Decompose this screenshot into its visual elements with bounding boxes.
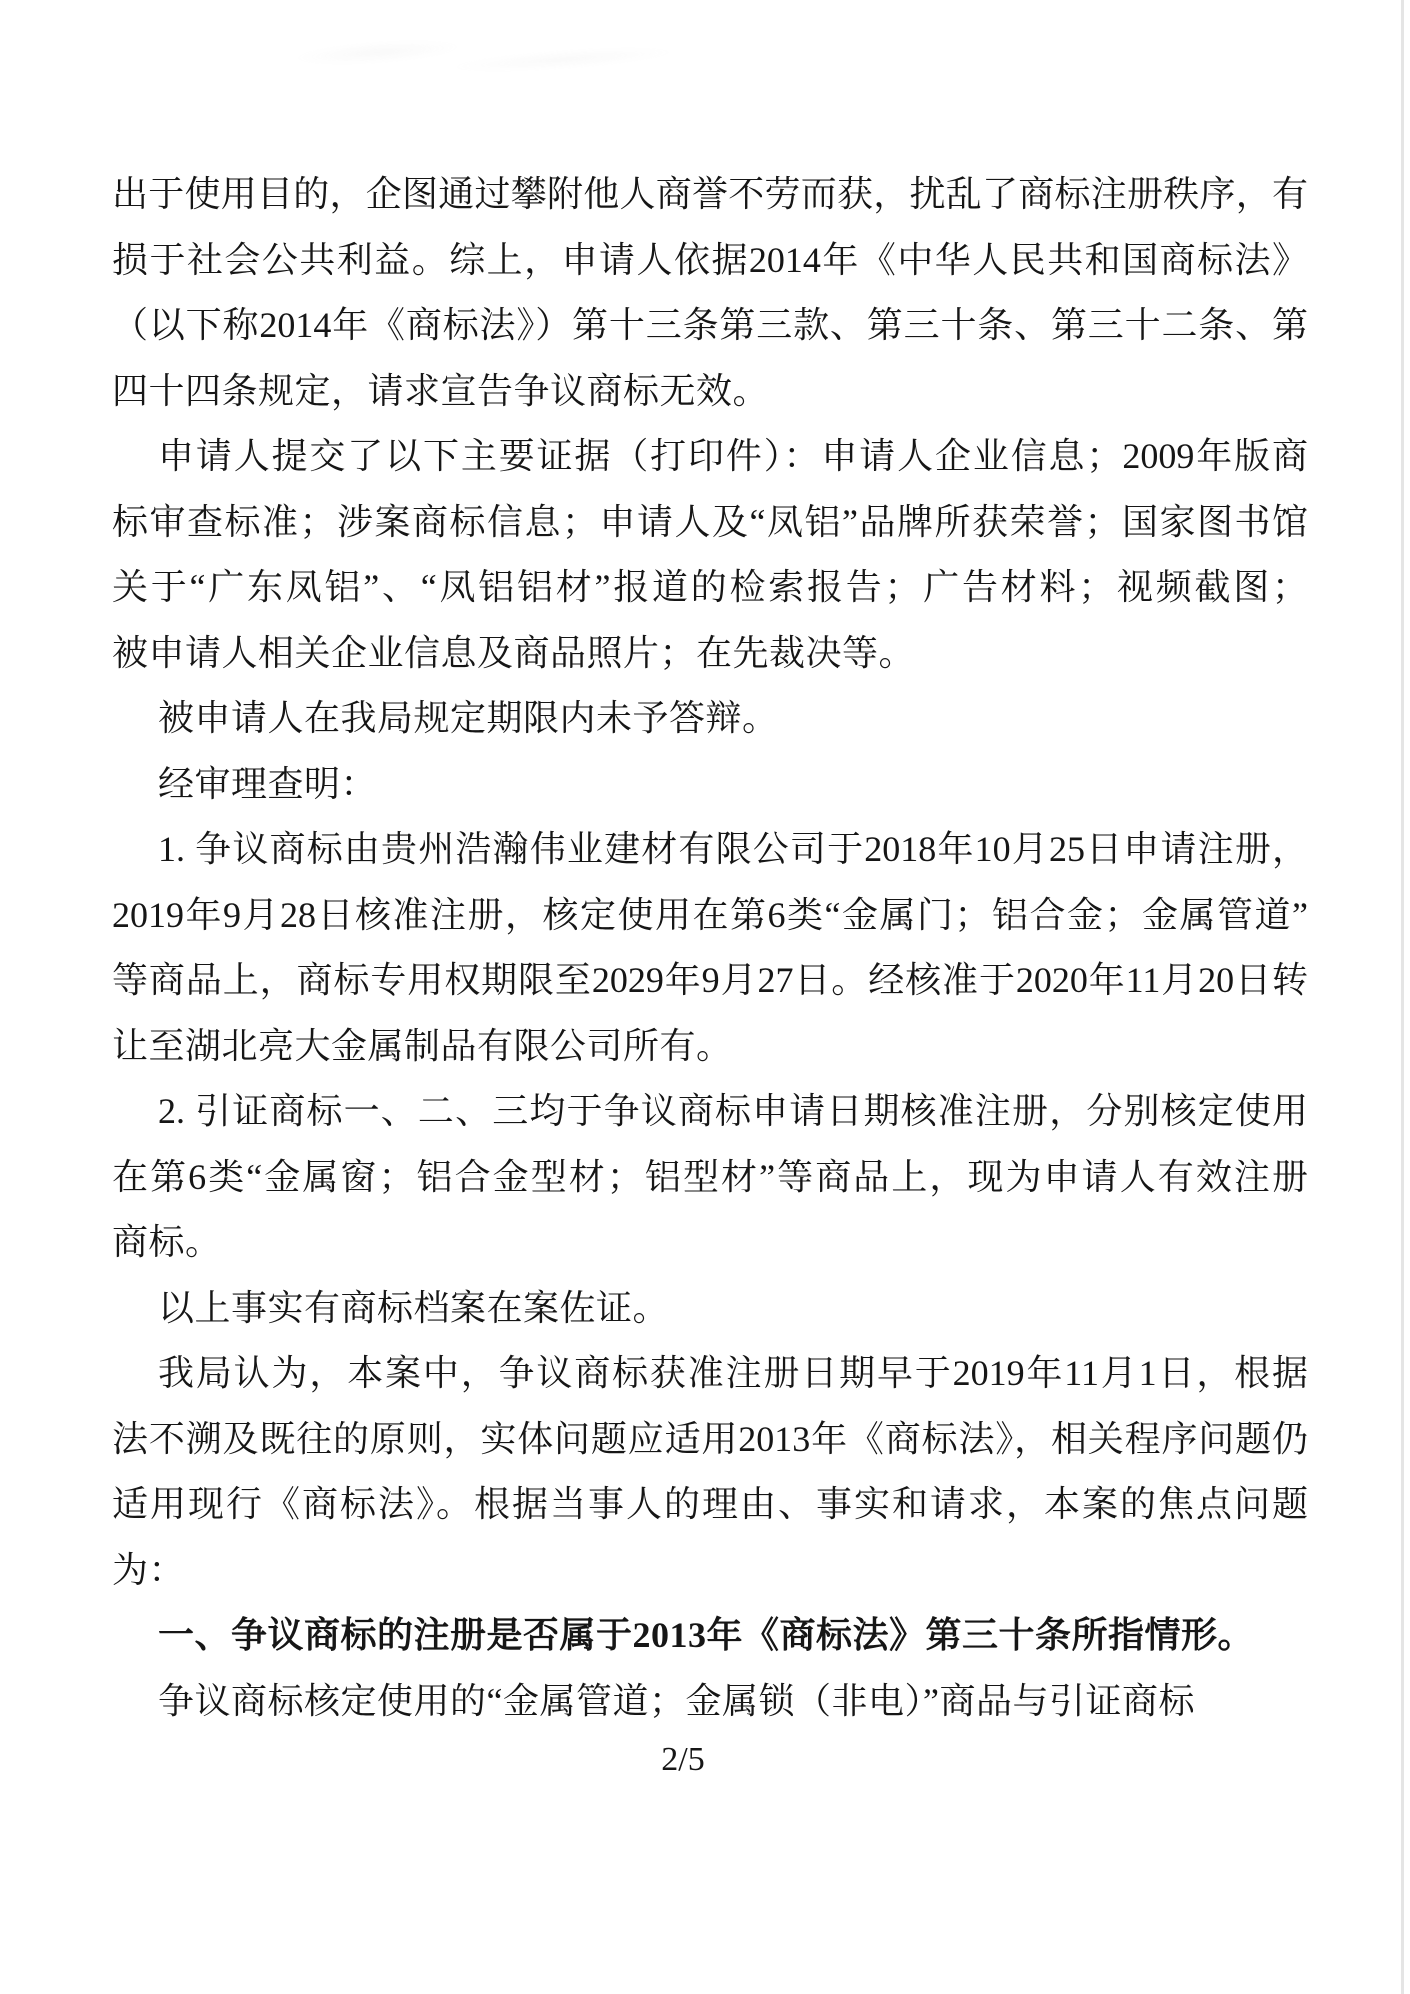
text-line: 为： [112,1549,186,1590]
text-line: 四十四条规定，请求宣告争议商标无效。 [112,370,770,411]
text-line: 经审理查明： [158,763,378,804]
text-line: 法不溯及既往的原则，实体问题应适用2013年《商标法》，相关程序问题仍 [112,1418,1308,1459]
text-line: 我局认为，本案中，争议商标获准注册日期早于2019年11月1日，根据 [158,1353,1308,1393]
text-line: 在第6类“金属窗；铝合金型材；铝型材”等商品上，现为申请人有效注册 [112,1156,1308,1197]
text-line: 2. 引证商标一、二、三均于争议商标申请日期核准注册，分别核定使用 [158,1091,1308,1131]
text-line: 1. 争议商标由贵州浩瀚伟业建材有限公司于2018年10月25日申请注册， [158,829,1308,869]
text-line: 被申请人在我局规定期限内未予答辩。 [158,698,779,738]
document-body [112,162,1308,1734]
text-line: 损于社会公共利益。综上，申请人依据2014年《中华人民共和国商标法》 [112,239,1308,280]
text-line: 让至湖北亮大金属制品有限公司所有。 [112,1025,733,1066]
text-line: 以上事实有商标档案在案佐证。 [158,1287,670,1328]
text-line: 一、争议商标的注册是否属于2013年《商标法》第三十条所指情形。 [158,1615,1255,1655]
text-line: 被申请人相关企业信息及商品照片；在先裁决等。 [112,632,916,673]
page-number: 2/5 [661,1741,705,1778]
text-line: 申请人提交了以下主要证据（打印件）：申请人企业信息；2009年版商 [158,436,1308,476]
text-line: 适用现行《商标法》。根据当事人的理由、事实和请求，本案的焦点问题 [112,1484,1308,1524]
text-line: 争议商标核定使用的“金属管道；金属锁（非电）”商品与引证商标 [158,1680,1195,1721]
text-line: 关于“广东凤铝”、“凤铝铝材”报道的检索报告；广告材料；视频截图； [112,567,1308,607]
text-line: 等商品上，商标专用权期限至2029年9月27日。经核准于2020年11月20日转 [112,960,1308,1000]
text-line: （以下称2014年《商标法》）第十三条第三款、第三十条、第三十二条、第 [112,305,1308,345]
text-line: 出于使用目的，企图通过攀附他人商誉不劳而获，扰乱了商标注册秩序，有 [112,174,1308,214]
scan-smudge-artifact [238,0,702,110]
text-line: 标审查标准；涉案商标信息；申请人及“凤铝”品牌所获荣誉；国家图书馆 [112,501,1308,542]
text-line: 商标。 [112,1222,222,1262]
text-line: 2019年9月28日核准注册，核定使用在第6类“金属门；铝合金；金属管道” [112,894,1308,935]
scan-edge-artifact [1401,0,1404,1994]
